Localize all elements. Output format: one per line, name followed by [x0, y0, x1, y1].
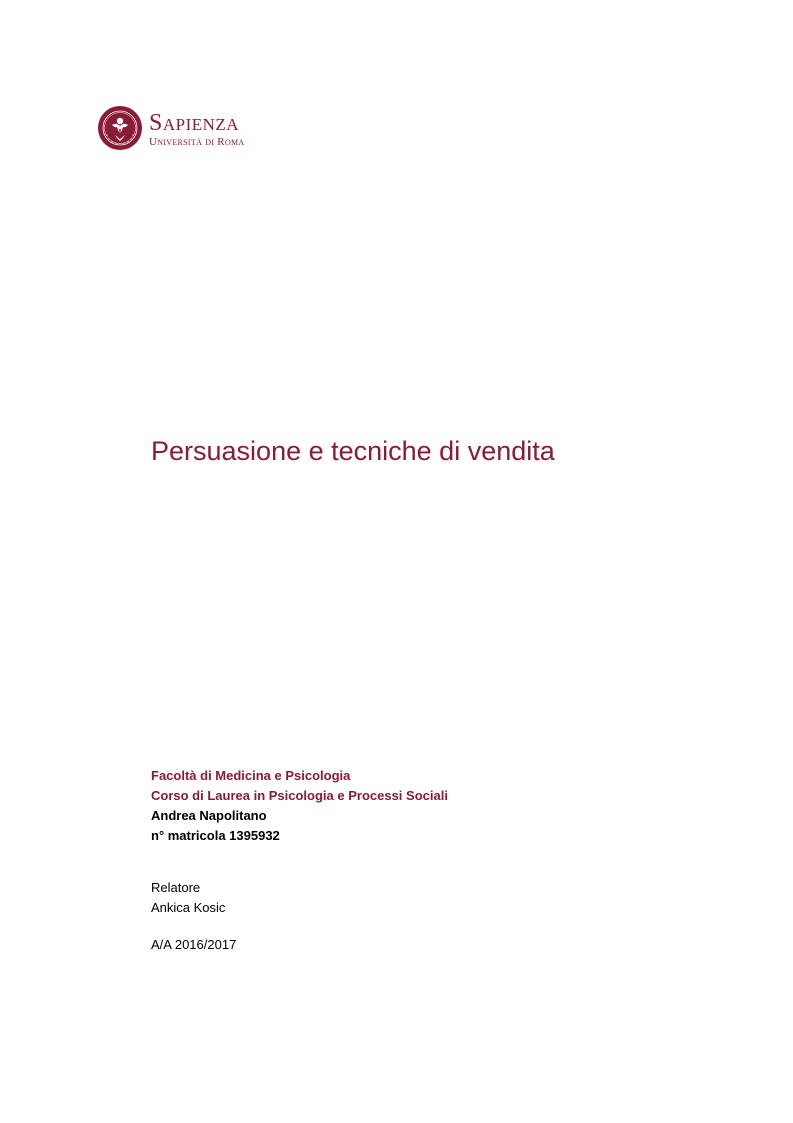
sapienza-seal-icon	[97, 105, 143, 151]
student-id: n° matricola 1395932	[151, 828, 280, 843]
logo-wordmark	[149, 111, 245, 148]
logo-subtitle: Università di Roma	[149, 136, 245, 148]
academic-year: A/A 2016/2017	[151, 937, 237, 952]
advisor-block	[151, 878, 225, 918]
advisor-label: Relatore	[151, 880, 201, 895]
university-logo	[97, 105, 257, 155]
faculty: Facoltà di Medicina e Psicologia	[151, 768, 351, 783]
thesis-info	[151, 766, 448, 846]
course: Corso di Laurea in Psicologia e Processi Sociali	[151, 788, 448, 803]
student-name: Andrea Napolitano	[151, 808, 267, 823]
thesis-title: Persuasione e tecniche di vendita	[151, 436, 555, 466]
advisor-name: Ankica Kosic	[151, 900, 226, 915]
logo-name: Sapienza	[149, 110, 240, 136]
